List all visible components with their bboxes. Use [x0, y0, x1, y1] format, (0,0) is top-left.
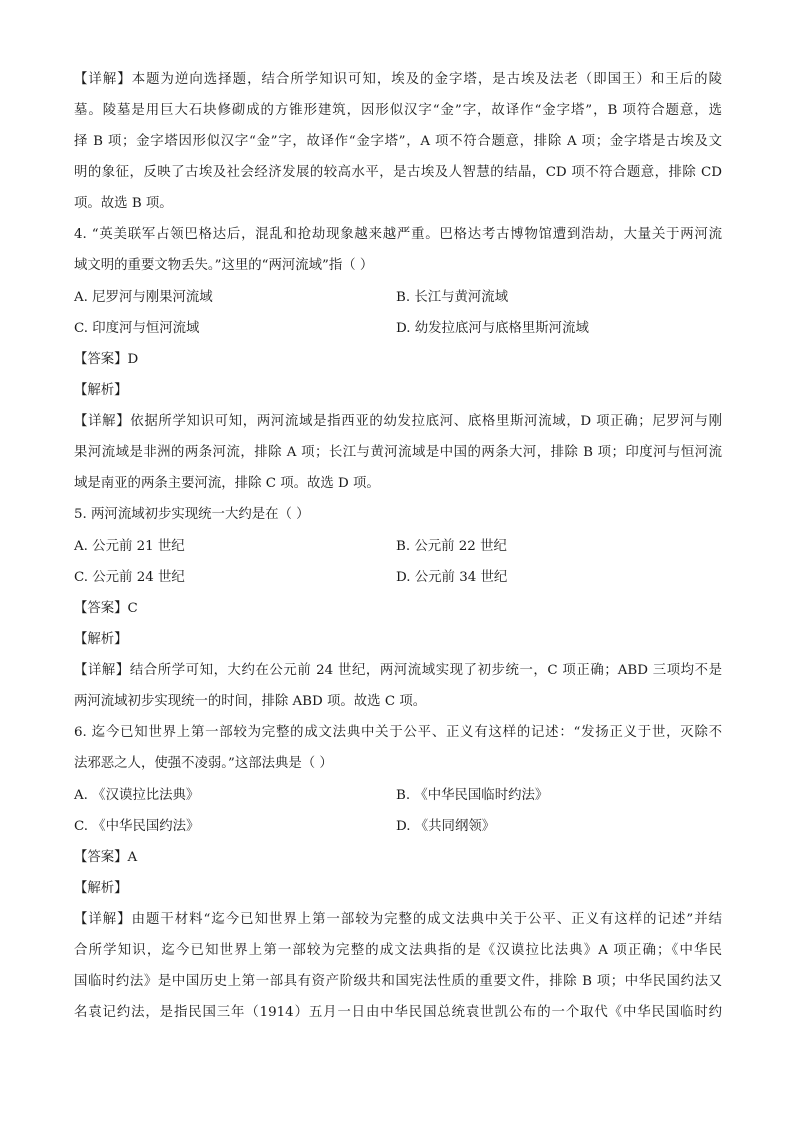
q3-detail-line: 项。故选 B 项。 [74, 196, 173, 211]
q5-detail-line: 【详解】结合所学可知，大约在公元前 24 世纪，两河流域实现了初步统一，C 项正确；ABD 三项均不是 [74, 663, 722, 678]
q6-option-a: A. 《汉谟拉比法典》 [74, 788, 200, 803]
q5-stem-line: 5. 两河流域初步实现统一大约是在（ ） [74, 507, 310, 522]
q6-detail-line: 合所学知识，迄今已知世界上第一部较为完整的成文法典指的是《汉谟拉比法典》A 项正确；《中华民 [74, 943, 722, 958]
q6-detail-line: 【详解】由题干材料“迄今已知世界上第一部较为完整的成文法典中关于公平、正义有这样的记述”并结 [74, 912, 722, 927]
q4-stem-line: 4. “英美联军占领巴格达后，混乱和抢劫现象越来越严重。巴格达考古博物馆遭到浩劫，大量关于两河流 [74, 227, 722, 242]
q4-detail-line: 果河流域是非洲的两条河流，排除 A 项；长江与黄河流域是中国的两条大河，排除 B 项；印度河与恒河流 [74, 445, 722, 460]
q4-option-d: D. 幼发拉底河与底格里斯河流域 [396, 321, 589, 336]
q5-option-d: D. 公元前 34 世纪 [396, 570, 508, 585]
q5-answer: 【答案】C [74, 601, 138, 616]
q5-analysis-heading: 【解析】 [74, 632, 128, 647]
q6-analysis-heading: 【解析】 [74, 881, 128, 896]
q4-option-a: A. 尼罗河与刚果河流域 [74, 290, 213, 305]
q6-answer: 【答案】A [74, 850, 138, 865]
q4-answer: 【答案】D [74, 352, 139, 367]
q6-option-b: B. 《中华民国临时约法》 [396, 788, 549, 803]
q6-stem-line: 法邪恶之人，使强不凌弱。”这部法典是（ ） [74, 756, 333, 771]
q5-option-b: B. 公元前 22 世纪 [396, 539, 507, 554]
q5-detail-line: 两河流域初步实现统一的时间，排除 ABD 项。故选 C 项。 [74, 694, 427, 709]
q3-detail-line: 墓。陵墓是用巨大石块修砌成的方锥形建筑，因形似汉字“金”字，故译作“金字塔”，B 项符合题意，选 [74, 103, 722, 118]
q4-analysis-heading: 【解析】 [74, 383, 128, 398]
q3-detail-line: 【详解】本题为逆向选择题，结合所学知识可知，埃及的金字塔，是古埃及法老（即国王）和王后的陵 [74, 72, 722, 87]
q4-option-c: C. 印度河与恒河流域 [74, 321, 200, 336]
q6-detail-line: 名袁记约法，是指民国三年（1914）五月一日由中华民国总统袁世凯公布的一个取代《中华民国临时约 [74, 1005, 722, 1020]
q4-detail-line: 域是南亚的两条主要河流，排除 C 项。故选 D 项。 [74, 476, 380, 491]
q3-detail-line: 明的象征，反映了古埃及社会经济发展的较高水平，是古埃及人智慧的结晶，CD 项不符合题意，排除 CD [74, 165, 722, 180]
q4-detail-line: 【详解】依据所学知识可知，两河流域是指西亚的幼发拉底河、底格里斯河流域，D 项正确；尼罗河与刚 [74, 414, 722, 429]
q3-detail-line: 择 B 项；金字塔因形似汉字“金”字，故译作“金字塔”，A 项不符合题意，排除 A 项；金字塔是古埃及文 [74, 134, 722, 149]
q5-option-c: C. 公元前 24 世纪 [74, 570, 185, 585]
q6-stem-line: 6. 迄今已知世界上第一部较为完整的成文法典中关于公平、正义有这样的记述：“发扬正义于世，灭除不 [74, 725, 722, 740]
q6-option-c: C. 《中华民国约法》 [74, 819, 200, 834]
q6-detail-line: 国临时约法》是中国历史上第一部具有资产阶级共和国宪法性质的重要文件，排除 B 项；中华民国约法又 [74, 974, 722, 989]
q6-option-d: D. 《共同纲领》 [396, 819, 496, 834]
q5-option-a: A. 公元前 21 世纪 [74, 539, 185, 554]
q4-stem-line: 域文明的重要文物丢失。”这里的“两河流域”指（ ） [74, 258, 374, 273]
q4-option-b: B. 长江与黄河流域 [396, 290, 509, 305]
